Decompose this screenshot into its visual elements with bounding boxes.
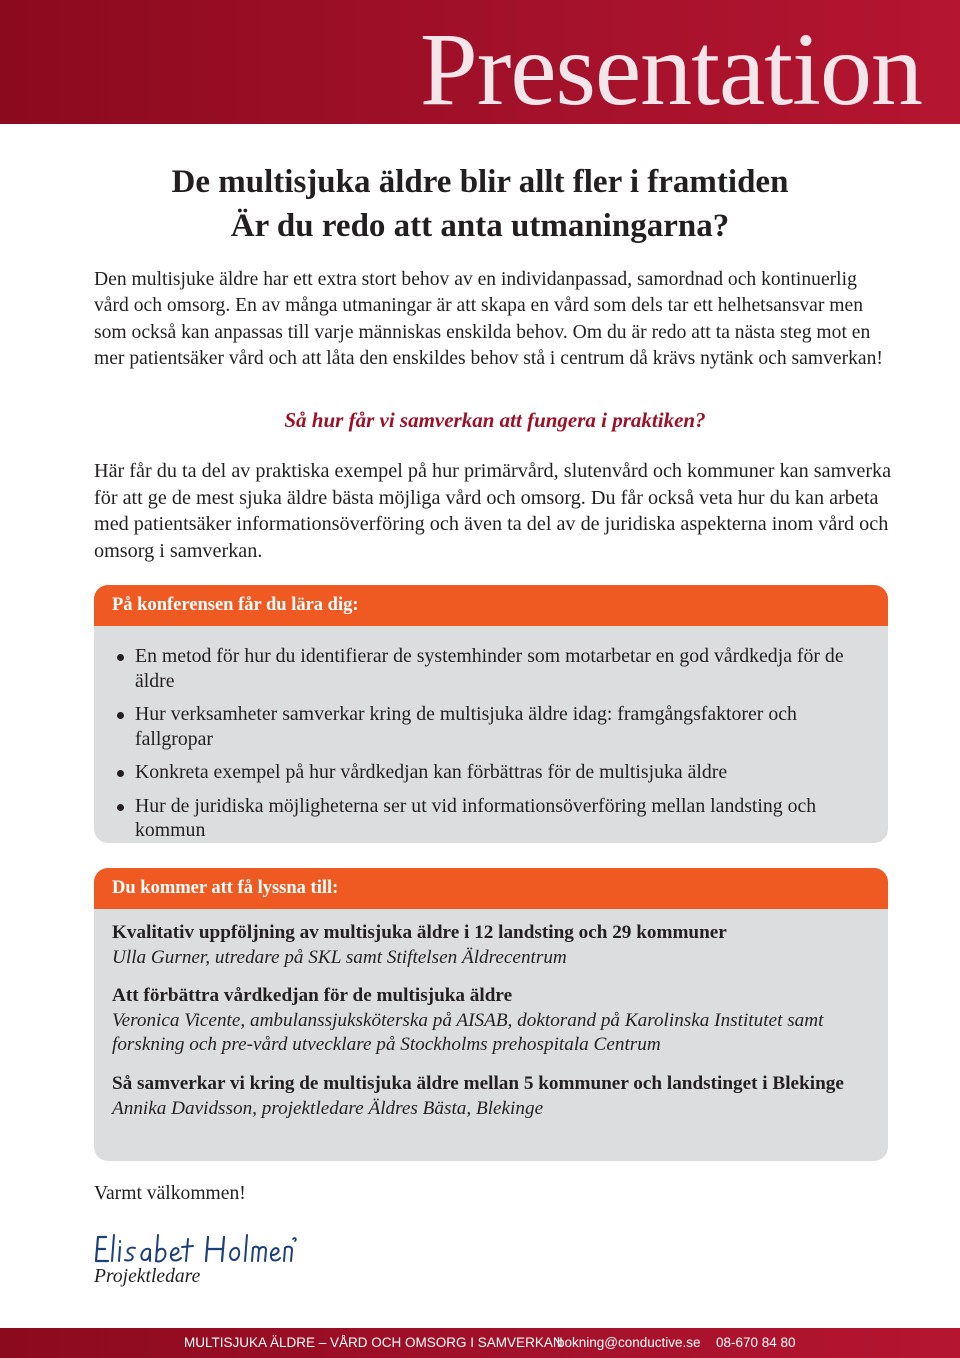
list-item — [112, 702, 868, 751]
list-item — [112, 644, 868, 693]
footer-tagline: MULTISJUKA ÄLDRE – VÅRD OCH OMSORG I SAMVERKAN — [184, 1335, 563, 1350]
speaker-name: Veronica Vicente, ambulanssjuksköterska på AISAB, doktorand på Karolinska Institutet samt forskning och pre-vård utvecklare på Stockholms prehospitala Centrum — [112, 1009, 824, 1056]
list-item — [112, 760, 868, 785]
footer-band — [0, 1328, 960, 1358]
footer-email: bokning@conductive.se — [557, 1335, 701, 1350]
learn-box — [94, 585, 888, 843]
bullet-icon — [117, 770, 124, 777]
bullet-icon — [117, 654, 124, 661]
intro-paragraph: Den multisjuke äldre har ett extra stort behov av en individanpassad, samordnad och kontinuerlig vård och omsorg. En av många utmaningar är att skapa en vård som dels tar ett helhetsansvar men som också kan anpassas till varje människas enskilda behov. Om du är redo att ta nästa steg mot en mer patientsäker vård och att låta den enskildes behov stå i centrum då krävs nytänk och samverkan! — [94, 269, 883, 369]
talk-title: Så samverkar vi kring de multisjuka äldre mellan 5 kommuner och landstinget i Blekinge — [112, 1072, 844, 1094]
list-item-text: En metod för hur du identifierar de systemhinder som motarbetar en god vårdkedja för de äldre — [135, 645, 844, 692]
speaker-item — [112, 1072, 884, 1121]
speakers-box — [94, 868, 888, 1161]
bullet-icon — [117, 804, 124, 811]
footer-phone: 08-670 84 80 — [716, 1335, 796, 1350]
speaker-item — [112, 921, 884, 970]
speakers-box-heading: Du kommer att få lyssna till: — [94, 868, 888, 909]
signature-image — [92, 1233, 297, 1267]
speakers-list — [94, 909, 888, 1121]
learn-box-heading: På konferensen får du lära dig: — [94, 585, 888, 626]
page-title: Presentation — [419, 12, 922, 127]
list-item — [112, 794, 868, 843]
headline-line-2: Är du redo att anta utmaningarna? — [230, 208, 730, 244]
learn-list — [94, 626, 888, 843]
list-item-text: Konkreta exempel på hur vårdkedjan kan förbättras för de multisjuka äldre — [135, 761, 728, 783]
speaker-name: Annika Davidsson, projektledare Äldres Bästa, Blekinge — [112, 1097, 544, 1119]
signature-role: Projektledare — [94, 1266, 201, 1287]
list-item-text: Hur verksamheter samverkar kring de multisjuka äldre idag: framgångsfaktorer och fallgropar — [135, 703, 797, 750]
question-heading: Så hur får vi samverkan att fungera i praktiken? — [284, 408, 706, 432]
body-paragraph: Här får du ta del av praktiska exempel på hur primärvård, slutenvård och kommuner kan samverka för att ge de mest sjuka äldre bästa möjliga vård och omsorg. Du får också veta hur du kan arbeta med patientsäker informationsöverföring och även ta del av de juridiska aspekterna inom vård och omsorg i samverkan. — [94, 460, 892, 562]
closing-greeting: Varmt välkommen! — [94, 1183, 246, 1204]
headline-line-1: De multisjuka äldre blir allt fler i framtiden — [171, 164, 789, 200]
bullet-icon — [117, 712, 124, 719]
speaker-name: Ulla Gurner, utredare på SKL samt Stiftelsen Äldrecentrum — [112, 946, 567, 968]
list-item-text: Hur de juridiska möjligheterna ser ut vid informationsöverföring mellan landsting och kommun — [135, 794, 817, 841]
header-band — [0, 0, 960, 127]
speaker-item — [112, 984, 884, 1058]
talk-title: Att förbättra vårdkedjan för de multisjuka äldre — [112, 985, 513, 1007]
talk-title: Kvalitativ uppföljning av multisjuka äldre i 12 landsting och 29 kommuner — [112, 922, 727, 943]
